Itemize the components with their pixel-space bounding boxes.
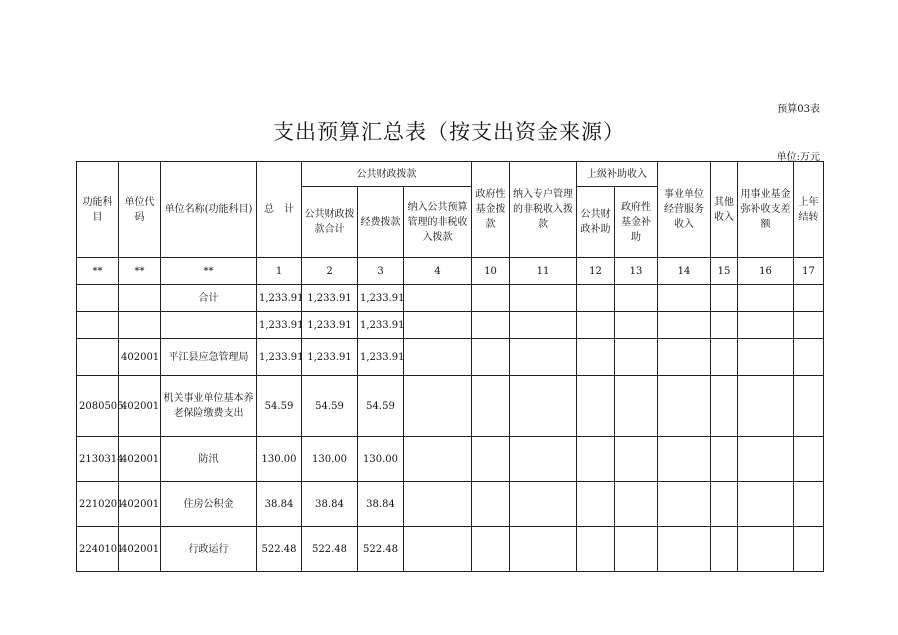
unit-code-cell: 402001 xyxy=(119,527,161,572)
table-row xyxy=(77,527,824,572)
pf-total-cell: 522.48 xyxy=(302,527,358,572)
empty-cell xyxy=(404,437,472,482)
func-code-cell xyxy=(77,312,119,339)
empty-cell xyxy=(472,376,510,437)
column-code: 15 xyxy=(711,258,738,285)
page-title: 支出预算汇总表（按支出资金来源） xyxy=(273,120,625,144)
empty-cell xyxy=(615,376,658,437)
total-cell: 1,233.91 xyxy=(257,285,302,312)
empty-cell xyxy=(738,376,794,437)
table-row xyxy=(77,437,824,482)
empty-cell xyxy=(404,482,472,527)
column-code: 12 xyxy=(577,258,615,285)
empty-cell xyxy=(577,482,615,527)
pf-total-cell: 1,233.91 xyxy=(302,312,358,339)
empty-cell xyxy=(794,437,824,482)
empty-cell xyxy=(794,339,824,376)
header-pf-total: 公共财政拨款合计 xyxy=(302,187,358,258)
total-cell: 54.59 xyxy=(257,376,302,437)
empty-cell xyxy=(472,527,510,572)
empty-cell xyxy=(658,376,711,437)
total-cell: 130.00 xyxy=(257,437,302,482)
header-carryover: 上年结转 xyxy=(794,162,824,258)
empty-cell xyxy=(510,482,577,527)
table-row xyxy=(77,339,824,376)
pf-funding-cell: 1,233.91 xyxy=(358,312,404,339)
empty-cell xyxy=(510,376,577,437)
empty-cell xyxy=(711,527,738,572)
empty-cell xyxy=(472,339,510,376)
header-superior-subsidy: 上级补助收入 xyxy=(577,162,658,187)
pf-funding-cell: 1,233.91 xyxy=(358,285,404,312)
empty-cell xyxy=(404,527,472,572)
pf-funding-cell: 38.84 xyxy=(358,482,404,527)
empty-cell xyxy=(404,312,472,339)
unit-name-cell: 机关事业单位基本养老保险缴费支出 xyxy=(161,376,257,437)
pf-funding-cell: 54.59 xyxy=(358,376,404,437)
column-code: 17 xyxy=(794,258,824,285)
empty-cell xyxy=(472,285,510,312)
unit-label: 单位:万元 xyxy=(776,152,820,163)
empty-cell xyxy=(577,437,615,482)
empty-cell xyxy=(615,527,658,572)
pf-funding-cell: 522.48 xyxy=(358,527,404,572)
empty-cell xyxy=(577,376,615,437)
form-number: 预算03表 xyxy=(777,104,820,115)
header-gov-fund: 政府性基金拨款 xyxy=(472,162,510,258)
total-cell: 522.48 xyxy=(257,527,302,572)
total-cell: 38.84 xyxy=(257,482,302,527)
header-special-nontax: 纳入专户管理的非税收入拨款 xyxy=(510,162,577,258)
func-code-cell: 2210201 xyxy=(77,482,119,527)
unit-name-cell xyxy=(161,312,257,339)
column-code: 14 xyxy=(658,258,711,285)
empty-cell xyxy=(510,527,577,572)
column-code-row xyxy=(77,258,824,285)
empty-cell xyxy=(615,482,658,527)
unit-name-cell: 住房公积金 xyxy=(161,482,257,527)
unit-name-cell: 行政运行 xyxy=(161,527,257,572)
header-public-finance: 公共财政拨款 xyxy=(302,162,472,187)
table-row xyxy=(77,376,824,437)
empty-cell xyxy=(658,312,711,339)
header-business-income: 事业单位经营服务收入 xyxy=(658,162,711,258)
table-row xyxy=(77,482,824,527)
empty-cell xyxy=(738,285,794,312)
header-pf-nontax: 纳入公共预算管理的非税收入拨款 xyxy=(404,187,472,258)
pf-total-cell: 38.84 xyxy=(302,482,358,527)
pf-total-cell: 1,233.91 xyxy=(302,339,358,376)
header-other-income: 其他收入 xyxy=(711,162,738,258)
empty-cell xyxy=(510,312,577,339)
empty-cell xyxy=(615,285,658,312)
column-code: 13 xyxy=(615,258,658,285)
empty-cell xyxy=(658,527,711,572)
func-code-cell: 2130314 xyxy=(77,437,119,482)
header-func-code: 功能科目 xyxy=(77,162,119,258)
column-code: ** xyxy=(161,258,257,285)
header-total: 总 计 xyxy=(257,162,302,258)
total-cell: 1,233.91 xyxy=(257,312,302,339)
empty-cell xyxy=(738,339,794,376)
header-unit-name: 单位名称(功能科目) xyxy=(161,162,257,258)
unit-code-cell xyxy=(119,285,161,312)
empty-cell xyxy=(658,339,711,376)
empty-cell xyxy=(711,376,738,437)
empty-cell xyxy=(404,285,472,312)
header-sub-public: 公共财政补助 xyxy=(577,187,615,258)
pf-funding-cell: 130.00 xyxy=(358,437,404,482)
unit-name-cell: 平江县应急管理局 xyxy=(161,339,257,376)
empty-cell xyxy=(738,482,794,527)
empty-cell xyxy=(794,527,824,572)
empty-cell xyxy=(794,482,824,527)
empty-cell xyxy=(738,527,794,572)
unit-name-cell: 防汛 xyxy=(161,437,257,482)
empty-cell xyxy=(577,339,615,376)
unit-code-cell xyxy=(119,312,161,339)
unit-code-cell: 402001 xyxy=(119,376,161,437)
budget-table xyxy=(76,161,824,572)
column-code: 4 xyxy=(404,258,472,285)
empty-cell xyxy=(794,376,824,437)
pf-total-cell: 1,233.91 xyxy=(302,285,358,312)
empty-cell xyxy=(794,312,824,339)
empty-cell xyxy=(510,339,577,376)
empty-cell xyxy=(615,312,658,339)
func-code-cell xyxy=(77,339,119,376)
func-code-cell: 2240101 xyxy=(77,527,119,572)
column-code: ** xyxy=(119,258,161,285)
unit-code-cell: 402001 xyxy=(119,437,161,482)
func-code-cell xyxy=(77,285,119,312)
table-row xyxy=(77,312,824,339)
empty-cell xyxy=(794,285,824,312)
unit-name-cell: 合计 xyxy=(161,285,257,312)
column-code: 10 xyxy=(472,258,510,285)
empty-cell xyxy=(615,437,658,482)
column-code: 11 xyxy=(510,258,577,285)
empty-cell xyxy=(738,312,794,339)
column-code: ** xyxy=(77,258,119,285)
empty-cell xyxy=(711,482,738,527)
unit-code-cell: 402001 xyxy=(119,339,161,376)
empty-cell xyxy=(615,339,658,376)
empty-cell xyxy=(711,312,738,339)
column-code: 2 xyxy=(302,258,358,285)
empty-cell xyxy=(577,285,615,312)
pf-total-cell: 130.00 xyxy=(302,437,358,482)
empty-cell xyxy=(510,285,577,312)
empty-cell xyxy=(404,376,472,437)
unit-code-cell: 402001 xyxy=(119,482,161,527)
total-cell: 1,233.91 xyxy=(257,339,302,376)
empty-cell xyxy=(404,339,472,376)
header-fund-deficit: 用事业基金弥补收支差额 xyxy=(738,162,794,258)
empty-cell xyxy=(658,437,711,482)
empty-cell xyxy=(658,285,711,312)
empty-cell xyxy=(711,285,738,312)
pf-total-cell: 54.59 xyxy=(302,376,358,437)
pf-funding-cell: 1,233.91 xyxy=(358,339,404,376)
header-pf-funding: 经费拨款 xyxy=(358,187,404,258)
empty-cell xyxy=(577,312,615,339)
empty-cell xyxy=(510,437,577,482)
column-code: 1 xyxy=(257,258,302,285)
header-unit-code: 单位代码 xyxy=(119,162,161,258)
empty-cell xyxy=(472,482,510,527)
empty-cell xyxy=(472,437,510,482)
column-code: 16 xyxy=(738,258,794,285)
table-row-total xyxy=(77,285,824,312)
empty-cell xyxy=(711,437,738,482)
empty-cell xyxy=(472,312,510,339)
empty-cell xyxy=(711,339,738,376)
empty-cell xyxy=(738,437,794,482)
column-code: 3 xyxy=(358,258,404,285)
header-sub-govfund: 政府性基金补助 xyxy=(615,187,658,258)
empty-cell xyxy=(658,482,711,527)
empty-cell xyxy=(577,527,615,572)
header-row-1 xyxy=(77,162,824,187)
func-code-cell: 2080505 xyxy=(77,376,119,437)
